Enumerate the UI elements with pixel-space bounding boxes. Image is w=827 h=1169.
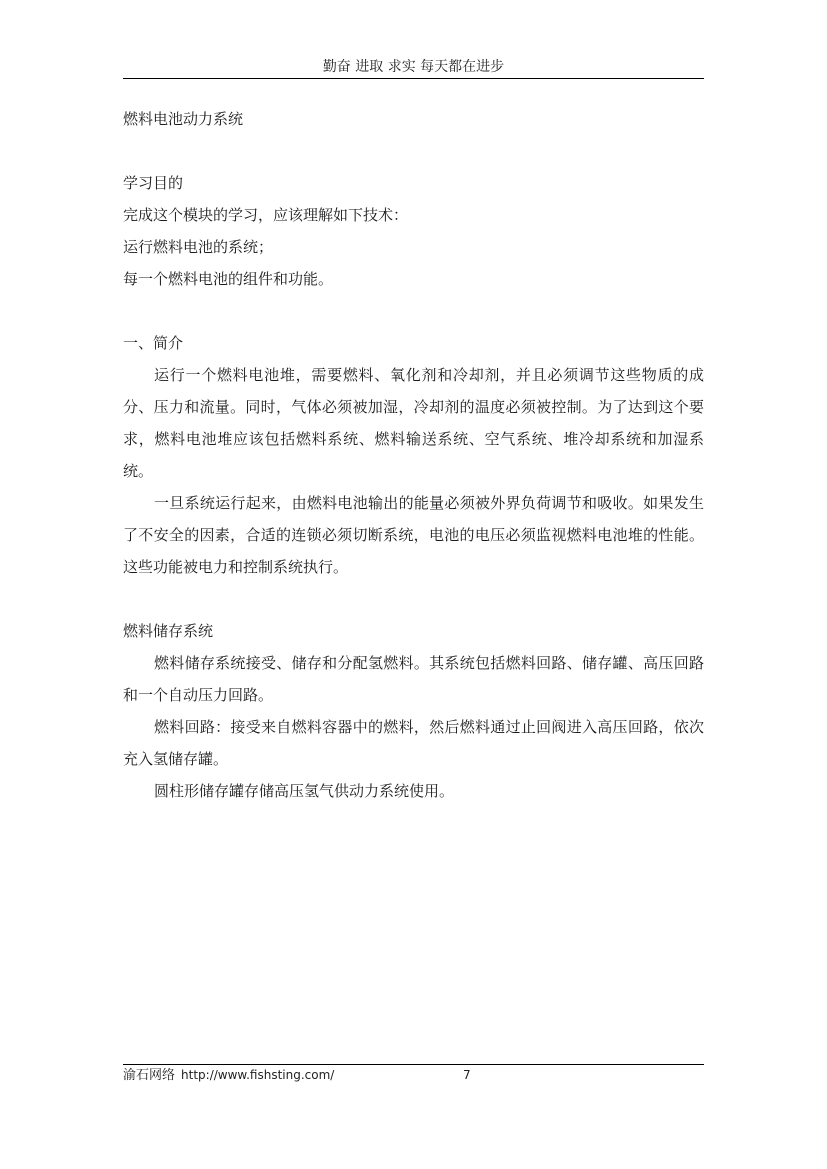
footer-url-link[interactable]: http://www.fishsting.com/ [181,1068,335,1082]
document-body [123,103,704,807]
objectives-heading: 学习目的 [123,174,184,192]
spacer [123,135,704,167]
intro-paragraph: 运行一个燃料电池堆，需要燃料、氧化剂和冷却剂，并且必须调节这些物质的成分、压力和流量。同时，气体必须被加湿，冷却剂的温度必须被控制。为了达到这个要求，燃料电池堆应该包括燃料系统、燃料输送系统、空气系统、堆冷却系统和加湿系统。 [123,366,704,480]
page-header [123,56,704,79]
objective-item: 运行燃料电池的系统； [123,238,274,256]
spacer [123,295,704,327]
footer-site-name: 渝石网络 [123,1068,176,1083]
section-heading-intro: 一、简介 [123,334,184,352]
section-heading-fuel-storage: 燃料储存系统 [123,622,214,640]
objective-item: 每一个燃料电池的组件和功能。 [123,270,334,288]
page-number: 7 [463,1068,471,1082]
document-title: 燃料电池动力系统 [123,110,244,128]
fuel-storage-paragraph: 燃料回路：接受来自燃料容器中的燃料，然后燃料通过止回阀进入高压回路，依次充入氢储存罐。 [123,718,704,768]
objectives-intro: 完成这个模块的学习，应该理解如下技术： [123,206,409,224]
page-footer [123,1064,704,1086]
spacer [123,583,704,615]
header-motto: 勤奋 进取 求实 每天都在进步 [322,59,505,75]
fuel-storage-paragraph: 燃料储存系统接受、储存和分配氢燃料。其系统包括燃料回路、储存罐、高压回路和一个自动压力回路。 [123,654,704,704]
fuel-storage-paragraph: 圆柱形储存罐存储高压氢气供动力系统使用。 [154,782,455,800]
intro-paragraph: 一旦系统运行起来，由燃料电池输出的能量必须被外界负荷调节和吸收。如果发生了不安全的因素，合适的连锁必须切断系统，电池的电压必须监视燃料电池堆的性能。这些功能被电力和控制系统执行。 [123,494,704,576]
